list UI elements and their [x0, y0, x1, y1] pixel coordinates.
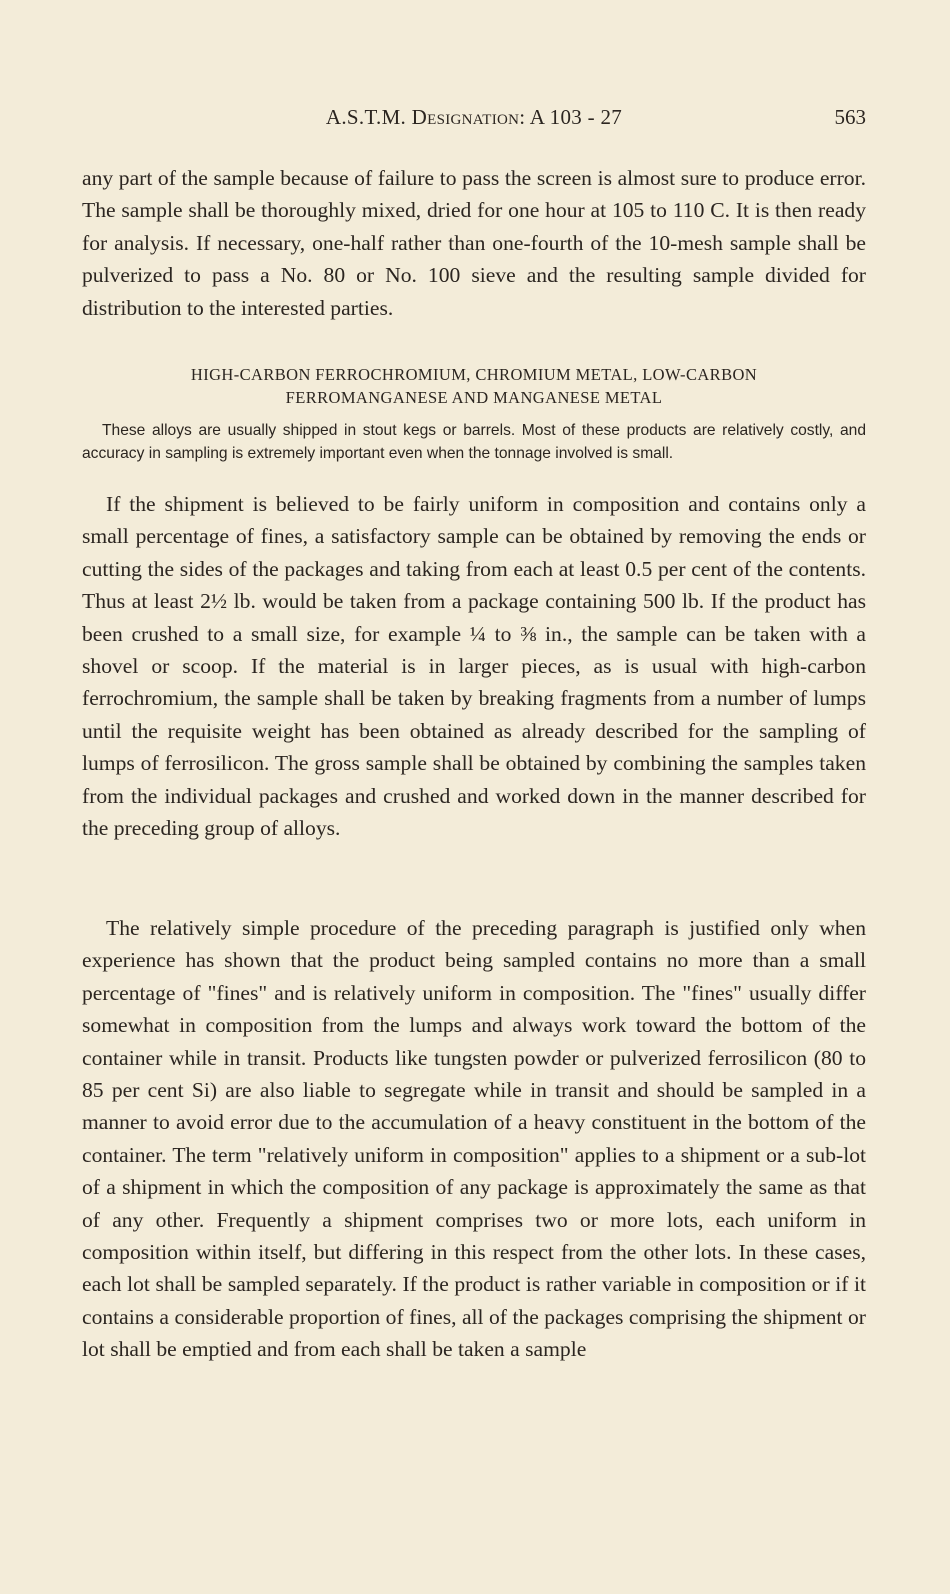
section-heading [82, 363, 866, 409]
section-heading-line-2: FERROMANGANESE AND MANGANESE METAL [285, 388, 663, 407]
page-number: 563 [834, 105, 866, 129]
running-head [82, 105, 866, 135]
section-note: These alloys are usually shipped in stout kegs or barrels. Most of these products are relatively costly, and accuracy in sampling is extremely important even when the tonnage involved is small. [82, 422, 866, 462]
section-heading-line-1: HIGH-CARBON FERROCHROMIUM, CHROMIUM METAL, LOW-CARBON [190, 365, 758, 384]
running-title: A.S.T.M. Designation: A 103 - 27 [325, 105, 623, 129]
body-paragraph: If the shipment is believed to be fairly uniform in composition and contains only a small percentage of fines, a satisfactory sample can be obtained by removing the ends or cutting the sides of the packages and taking from each at least 0.5 per cent of the contents. Thus at least 2½ lb. would be taken from a package containing 500 lb. If the product has been crushed to a small size, for example ¼ to ⅜ in., the sample can be taken with a shovel or scoop. If the material is in larger pieces, as is usual with high-carbon ferrochromium, the sample shall be taken by breaking fragments from a number of lumps until the requisite weight has been obtained as already described for the sampling of lumps of ferrosilicon. The gross sample shall be obtained by combining the samples taken from the individual packages and crushed and worked down in the manner described for the preceding group of alloys. [82, 492, 866, 841]
continued-paragraph: any part of the sample because of failure to pass the screen is almost sure to produce error. The sample shall be thoroughly mixed, dried for one hour at 105 to 110 C. It is then ready for analysis. If necessary, one-half rather than one-fourth of the 10-mesh sample shall be pulverized to pass a No. 80 or No. 100 sieve and the resulting sample divided for distribution to the interested parties. [82, 166, 866, 320]
body-paragraph: The relatively simple procedure of the preceding paragraph is justified only when experience has shown that the product being sampled contains no more than a small percentage of "fines" and is relatively uniform in composition. The "fines" usually differ somewhat in composition from the lumps and always work toward the bottom of the container while in transit. Products like tungsten powder or pulverized ferrosilicon (80 to 85 per cent Si) are also liable to segregate while in transit and should be sampled in a manner to avoid error due to the accumulation of a heavy constituent in the bottom of the container. The term "relatively uniform in composition" applies to a shipment or a sub-lot of a shipment in which the composition of any package is approximately the same as that of any other. Frequently a shipment comprises two or more lots, each uniform in composition within itself, but differing in this respect from the other lots. In these cases, each lot shall be sampled separately. If the product is rather variable in composition or if it contains a considerable proportion of fines, all of the packages comprising the shipment or lot shall be emptied and from each shall be taken a sample [82, 916, 866, 1362]
